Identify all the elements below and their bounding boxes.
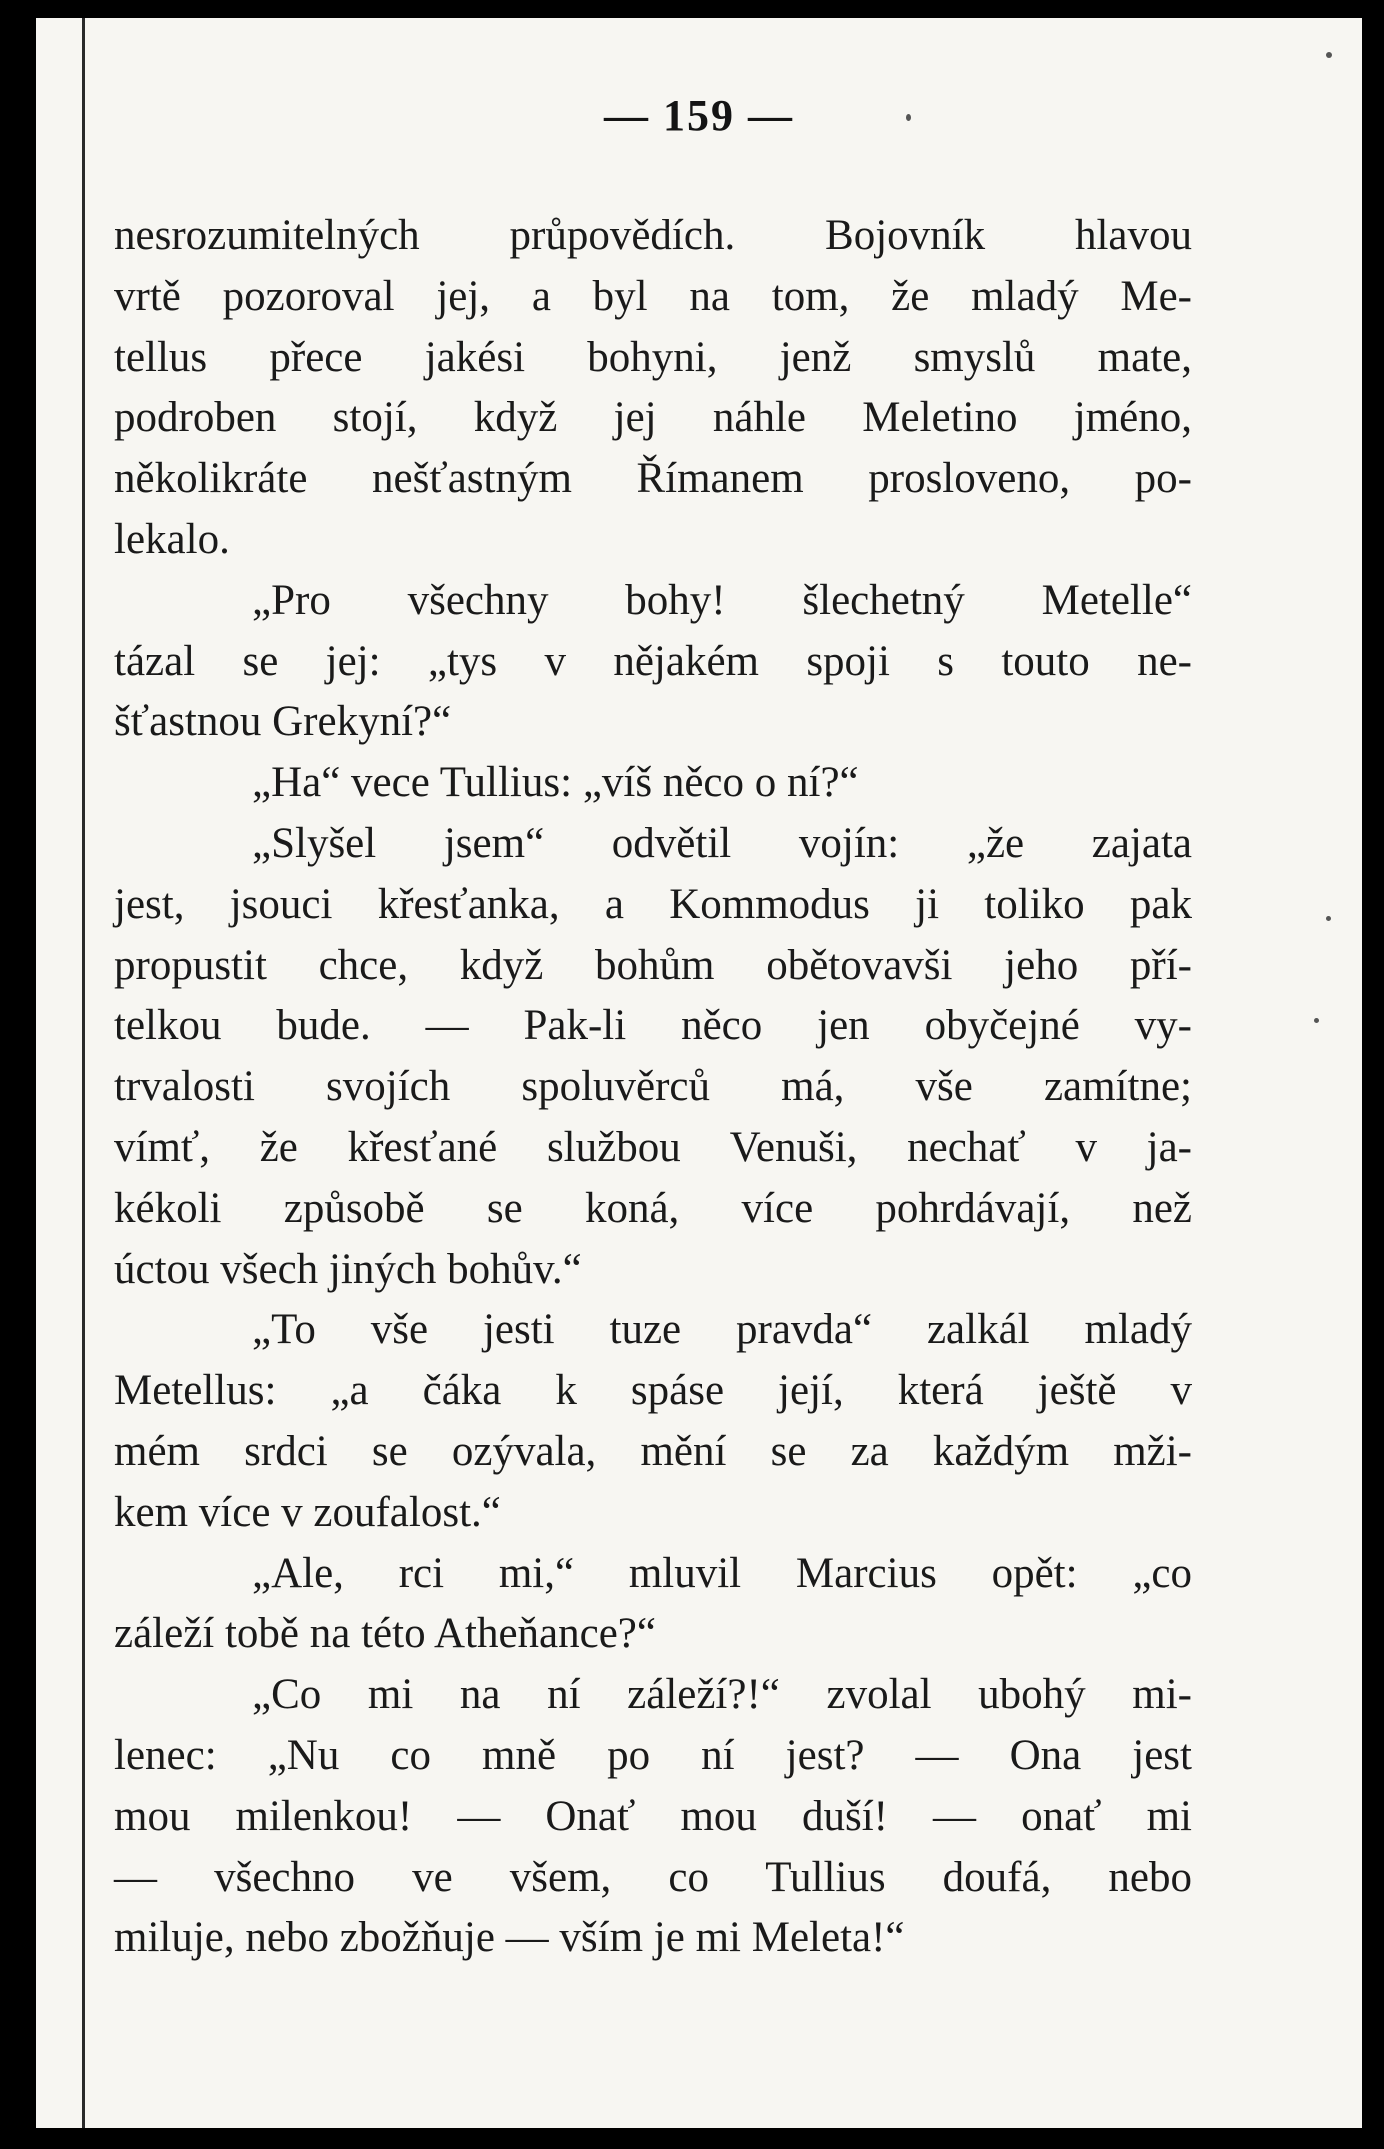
text-line: jest, jsouci křesťanka, a Kommodus ji toliko pak — [114, 880, 1192, 928]
text-line: podroben stojí, když jej náhle Meletino jméno, — [114, 394, 1192, 442]
text-line: záleží tobě na této Atheňance?“ — [114, 1610, 656, 1658]
paper-speck — [1314, 1018, 1319, 1023]
text-line: „Pro všechny bohy! šlechetný Metelle“ — [252, 576, 1192, 624]
body-text — [114, 206, 1192, 1969]
text-line: několikráte nešťastným Římanem prosloveno, po- — [114, 455, 1192, 503]
text-line: tellus přece jakési bohyni, jenž smyslů mate, — [114, 333, 1192, 381]
text-line: propustit chce, když bohům obětovavši jeho pří- — [114, 941, 1192, 989]
text-line: „Ha“ vece Tullius: „víš něco o ní?“ — [252, 759, 859, 807]
paper-speck — [1326, 52, 1332, 58]
text-line: mou milenkou! — Onať mou duší! — onať mi — [114, 1792, 1192, 1840]
text-line: telkou bude. — Pak-li něco jen obyčejné vy- — [114, 1002, 1192, 1050]
text-line: šťastnou Grekyní?“ — [114, 698, 452, 746]
paper-speck — [1326, 916, 1331, 921]
text-line: kékoli způsobě se koná, více pohrdávají, než — [114, 1184, 1192, 1232]
text-line: úctou všech jiných bohův.“ — [114, 1245, 582, 1293]
text-line: Metellus: „a čáka k spáse její, která ještě v — [114, 1367, 1192, 1415]
text-line: „Co mi na ní záleží?!“ zvolal ubohý mi- — [252, 1671, 1192, 1719]
text-line: „Slyšel jsem“ odvětil vojín: „že zajata — [252, 819, 1192, 867]
text-line: kem více v zoufalost.“ — [114, 1488, 501, 1536]
text-line: tázal se jej: „tys v nějakém spoji s touto ne- — [114, 637, 1192, 685]
text-line: „To vše jesti tuze pravda“ zalkál mladý — [252, 1306, 1192, 1354]
text-line: lekalo. — [114, 515, 230, 563]
text-line: miluje, nebo zbožňuje — vším je mi Meleta!“ — [114, 1914, 905, 1962]
text-line: trvalosti svojích spoluvěrců má, vše zamítne; — [114, 1063, 1192, 1111]
text-line: vrtě pozoroval jej, a byl na tom, že mladý Me- — [114, 272, 1192, 320]
text-line: lenec: „Nu co mně po ní jest? — Ona jest — [114, 1731, 1192, 1779]
text-line: „Ale, rci mi,“ mluvil Marcius opět: „co — [252, 1549, 1192, 1597]
page-edge-rule — [82, 18, 85, 2128]
text-line: mém srdci se ozývala, mění se za každým mži- — [114, 1427, 1192, 1475]
text-line: vímť, že křesťané službou Venuši, nechať v ja- — [114, 1123, 1192, 1171]
text-line: nesrozumitelných průpovědích. Bojovník hlavou — [114, 212, 1192, 259]
page-number: — 159 — — [604, 91, 794, 140]
book-page — [36, 18, 1362, 2128]
text-line: — všechno ve všem, co Tullius doufá, nebo — [114, 1853, 1192, 1901]
